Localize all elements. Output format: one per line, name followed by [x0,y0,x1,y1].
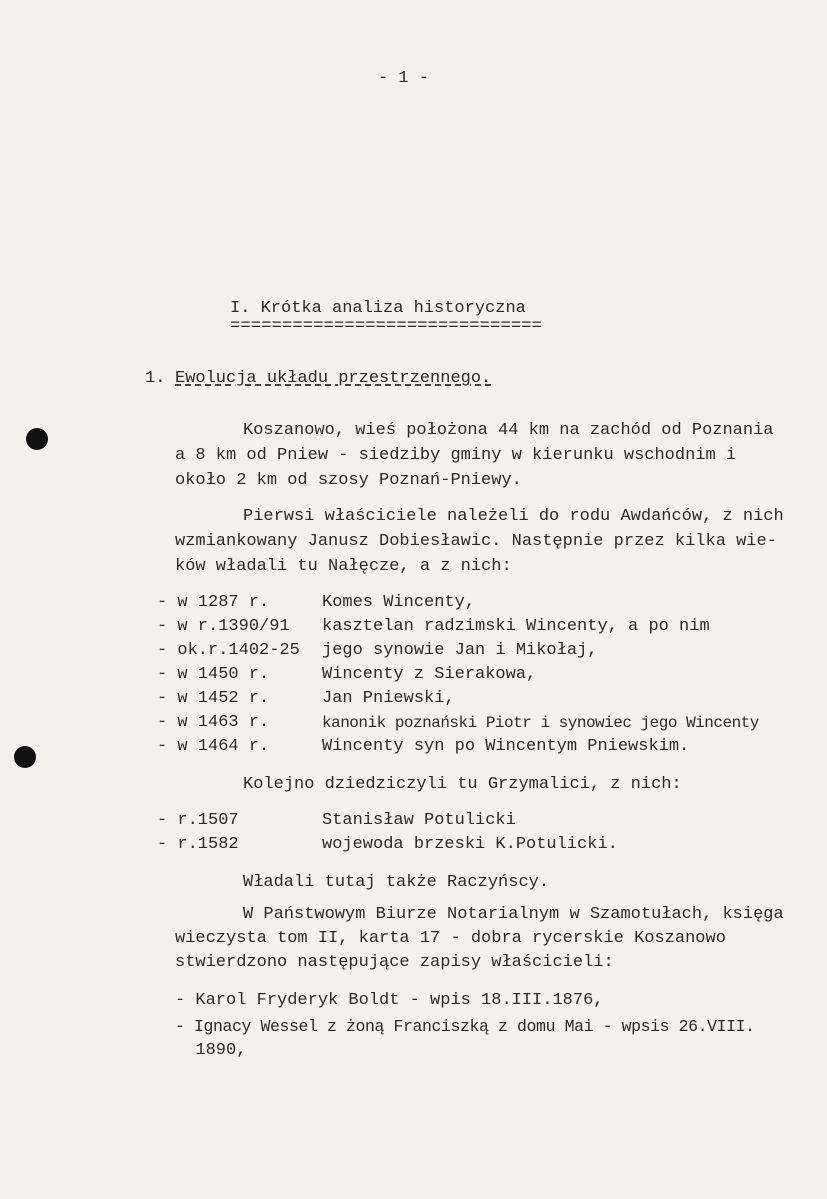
paragraph5-line1: W Państwowym Biurze Notarialnym w Szamotułach, księga [243,905,784,924]
owner-name: Wincenty z Sierakowa, [322,665,537,684]
owner-name: Wincenty syn po Wincentym Pniewskim. [322,737,690,756]
heading-rule: ============================== [230,317,543,336]
paragraph2-line1: Pierwsi właściciele należeli do rodu Awdańców, z nich [243,507,784,526]
record-line: 1890, [175,1041,247,1060]
record-line: - Ignacy Wessel z żoną Franciszką z domu Mai - wpsis 26.VIII. [175,1017,755,1036]
owner-date: - r.1507 [157,811,239,830]
paragraph5-line2: wieczysta tom II, karta 17 - dobra rycerskie Koszanowo [175,929,726,948]
page-number: - 1 - [378,69,430,88]
owner-date: - w r.1390/91 [157,617,290,636]
paragraph1-line2: a 8 km od Pniew - siedziby gminy w kierunku wschodnim i [175,446,737,465]
section-title: Ewolucja układu przestrzennego. [175,369,492,388]
owner-name: jego synowie Jan i Mikołaj, [322,641,598,660]
owner-date: - ok.r.1402-25 [157,641,300,660]
paragraph1-line1: Koszanowo, wieś położona 44 km na zachód od Poznania [243,421,774,440]
paragraph5-line3: stwierdzono następujące zapisy właścicieli: [175,953,614,972]
owner-name: Komes Wincenty, [322,593,476,612]
paragraph4: Władali tutaj także Raczyńscy. [243,873,550,892]
owner-date: - w 1464 r. [157,737,270,756]
owner-date: - w 1287 r. [157,593,270,612]
owner-name: Jan Pniewski, [322,689,455,708]
paragraph2-line2: wzmiankowany Janusz Dobiesławic. Następnie przez kilka wie- [175,532,777,551]
owner-date: - w 1452 r. [157,689,270,708]
owner-name: Stanisław Potulicki [322,811,516,830]
owner-date: - w 1463 r. [157,713,270,732]
owner-name: kanonik poznański Piotr i synowiec jego Wincenty [322,714,759,732]
heading-title: I. Krótka analiza historyczna [230,299,526,318]
owner-name: kasztelan radzimski Wincenty, a po nim [322,617,710,636]
owner-date: - r.1582 [157,835,239,854]
owner-date: - w 1450 r. [157,665,270,684]
paragraph3: Kolejno dziedziczyli tu Grzymalici, z nich: [243,775,682,794]
section-number: 1. [145,369,166,388]
owner-name: wojewoda brzeski K.Potulicki. [322,835,618,854]
punch-hole-bottom [14,746,36,768]
paragraph1-line3: około 2 km od szosy Poznań-Pniewy. [175,471,522,490]
punch-hole-top [26,428,48,450]
record-line: - Karol Fryderyk Boldt - wpis 18.III.1876, [175,991,604,1010]
paragraph2-line3: ków władali tu Nałęcze, a z nich: [175,557,512,576]
